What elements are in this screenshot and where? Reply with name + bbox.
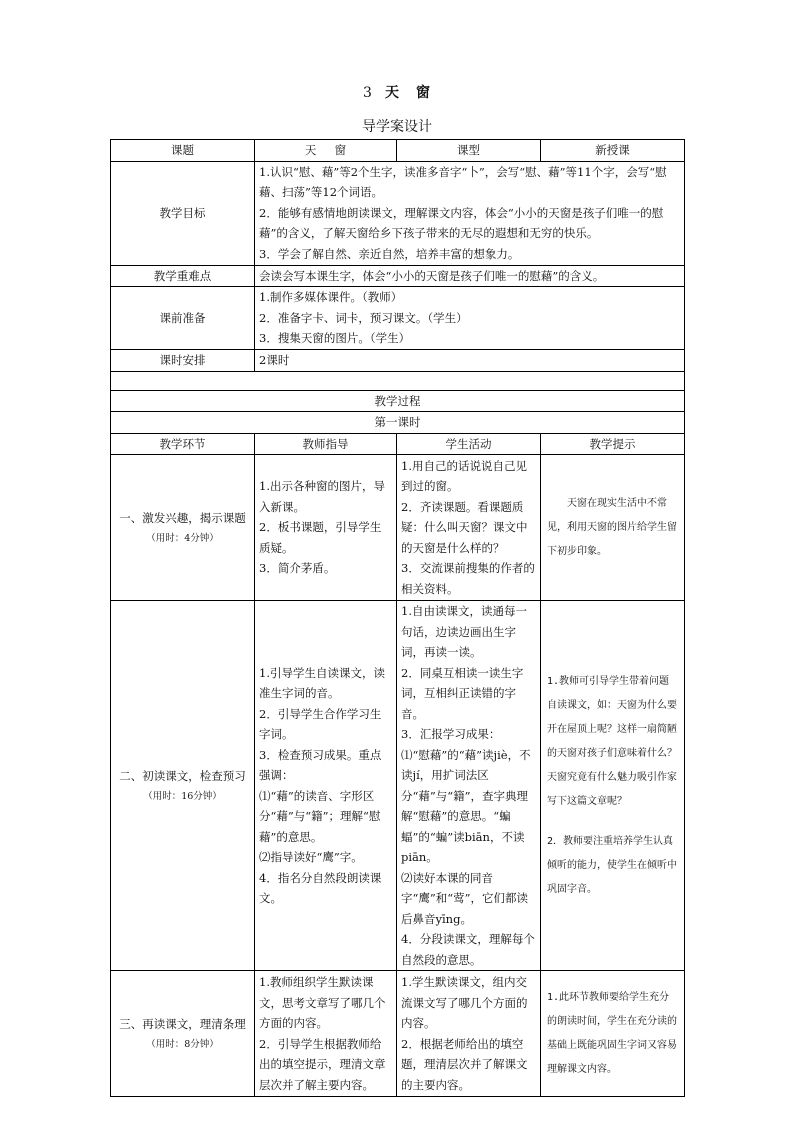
teacher-item: 1.教师组织学生默读课文，思考文章写了哪几个方面的内容。 <box>259 975 386 1030</box>
student-item: 3．汇报学习成果： <box>401 727 501 741</box>
goal-item: 3．学会了解自然、亲近自然，培养丰富的想象力。 <box>259 246 520 261</box>
lesson-number: 3 <box>363 85 373 101</box>
first-lesson-row <box>111 412 685 434</box>
stage-name: 一、激发兴趣，揭示课题 <box>119 511 246 526</box>
teacher-guidance <box>255 971 397 1097</box>
hint-item: 天窗在现实生活中不常见，利用天窗的图片给学生留下初步印象。 <box>547 497 677 557</box>
student-item: 2．根据老师给出的填空题，理清层次并了解课文的主要内容。 <box>401 1036 528 1092</box>
student-activity <box>397 455 541 601</box>
stage-time: （用时：8分钟） <box>146 1038 219 1050</box>
teacher-guidance <box>255 455 397 601</box>
stage-time: （用时：16分钟） <box>143 790 222 802</box>
hint-item: 1.教师可引导学生带着问题自读课文，如：天窗为什么要开在屋顶上呢？这样一扇简陋的天窗对孩子们意味着什么？天窗究竟有什么魅力吸引作家写下这篇文章呢？ <box>547 675 677 807</box>
header-teacher: 教师指导 <box>255 433 397 455</box>
header-stage: 教学环节 <box>111 433 255 455</box>
teaching-hint <box>541 971 685 1097</box>
student-activity <box>397 971 541 1097</box>
title-char-1: 天 <box>384 85 400 101</box>
teacher-item: 2．引导学生根据教师给出的填空提示，理清文章层次并了解主要内容。 <box>259 1036 386 1092</box>
student-activity <box>397 601 541 971</box>
teaching-hint <box>541 601 685 971</box>
type-label: 课型 <box>397 140 541 162</box>
spacer-row <box>111 371 685 390</box>
preparation-content <box>255 287 685 350</box>
teacher-item: 2．引导学生合作学习生字词。 <box>259 706 382 741</box>
stage-row <box>111 601 685 971</box>
title-char-2: 窗 <box>415 85 431 101</box>
key-points-row <box>111 265 685 287</box>
hint-item: 1.此环节教师要给学生充分的朗读时间，学生在充分读的基础上既能巩固生字词又容易理解课文内容。 <box>547 991 677 1075</box>
prep-item: 2．准备字卡、词卡，预习课文。（学生） <box>259 310 468 325</box>
key-points-label: 教学重难点 <box>111 265 255 287</box>
hours-value: 2课时 <box>255 350 685 372</box>
teacher-item: 1.引导学生自读课文，读准生字词的音。 <box>259 665 385 700</box>
stage-time: （用时：4分钟） <box>146 532 219 544</box>
preparation-label: 课前准备 <box>111 287 255 350</box>
course-header-row <box>111 140 685 162</box>
teacher-item: 3．检查预习成果。重点强调： <box>259 747 382 782</box>
process-title-row <box>111 390 685 412</box>
hint-item: 2．教师要注重培养学生认真倾听的能力，使学生在倾听中巩固字音。 <box>547 835 677 895</box>
prep-item: 3．搜集天窗的图片。（学生） <box>259 331 411 346</box>
student-item: ⑴“慰藉”的“藉”读jiè，不读jí，用扩词法区分“藉”与“籍”，查字典理解“慰藉”的意思。“蝙蝠”的“蝙”读biān，不读piān。 <box>401 747 531 864</box>
type-value: 新授课 <box>541 140 685 162</box>
stage-name: 三、再读课文，理清条理 <box>119 1017 246 1032</box>
hours-row <box>111 350 685 372</box>
first-lesson-title: 第一课时 <box>111 412 685 434</box>
student-item: 4．分段读课文，理解每个自然段的意思。 <box>401 932 535 967</box>
stage-name: 二、初读课文，检查预习 <box>119 769 246 784</box>
teacher-item: 2．板书课题，引导学生质疑。 <box>259 520 382 555</box>
prep-item: 1.制作多媒体课件。（教师） <box>259 290 403 305</box>
preparation-row <box>111 287 685 350</box>
lesson-plan-table <box>110 139 685 1097</box>
course-label: 课题 <box>111 140 255 162</box>
student-item: 2．齐读课题。看课题质疑：什么叫天窗？课文中的天窗是什么样的？ <box>401 499 528 555</box>
course-char-2: 窗 <box>334 143 347 157</box>
stage-row <box>111 971 685 1097</box>
key-points-value: 会读会写本课生字，体会“小小的天窗是孩子们唯一的慰藉”的含义。 <box>255 265 685 287</box>
teacher-item: 1.出示各种窗的图片，导入新课。 <box>259 479 385 514</box>
student-item: ⑵读好本课的同音字“鹰”和“莺”，它们都读后鼻音yīng。 <box>401 870 529 926</box>
hours-label: 课时安排 <box>111 350 255 372</box>
student-item: 2．同桌互相读一读生字词，互相纠正读错的字音。 <box>401 665 524 721</box>
teacher-guidance <box>255 601 397 971</box>
spacer-cell <box>111 371 685 390</box>
page-title <box>0 82 794 102</box>
goals-content <box>255 161 685 265</box>
teaching-hint <box>541 455 685 601</box>
teacher-item: ⑴“藉”的读音、字形区分“藉”与“籍”；理解“慰藉”的意思。 <box>259 788 381 844</box>
goals-label: 教学目标 <box>111 161 255 265</box>
stage-name-cell <box>111 601 255 971</box>
goal-item: 1.认识“慰、藉”等2个生字，读准多音字“卜”，会写“慰、藉”等11个字，会写“慰藉、扫荡”等12个词语。 <box>259 164 667 200</box>
page-subtitle: 导学案设计 <box>362 119 432 135</box>
process-title: 教学过程 <box>111 390 685 412</box>
header-student: 学生活动 <box>397 433 541 455</box>
student-item: 1.自由读课文，读通每一句话，边读边画出生字词，再读一读。 <box>401 604 527 659</box>
student-item: 3．交流课前搜集的作者的相关资料。 <box>401 561 535 596</box>
stage-name-cell <box>111 971 255 1097</box>
stage-name-cell <box>111 455 255 601</box>
teacher-item: 4．指名分自然段朗读课文。 <box>259 870 382 905</box>
teacher-item: 3．简介茅盾。 <box>259 561 336 576</box>
course-char-1: 天 <box>304 143 317 157</box>
stage-row <box>111 455 685 601</box>
header-hint: 教学提示 <box>541 433 685 455</box>
student-item: 1.用自己的话说说自己见到过的窗。 <box>401 458 527 494</box>
goals-row <box>111 161 685 265</box>
course-value <box>255 140 397 162</box>
goal-item: 2．能够有感情地朗读课文，理解课文内容，体会“小小的天窗是孩子们唯一的慰藉”的含义，了解天窗给乡下孩子带来的无尽的遐想和无穷的快乐。 <box>259 205 664 241</box>
teacher-item: ⑵指导读好“鹰”字。 <box>259 850 363 864</box>
process-header-row <box>111 433 685 455</box>
student-item: 1.学生默读课文，组内交流课文写了哪几个方面的内容。 <box>401 975 528 1030</box>
